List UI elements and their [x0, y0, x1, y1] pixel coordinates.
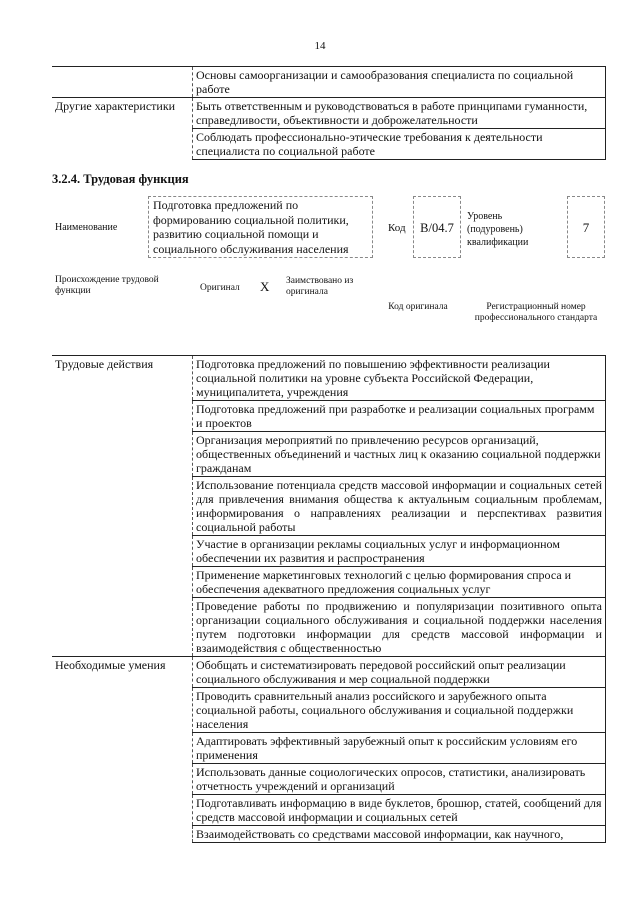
row-value: Обобщать и систематизировать передовой российский опыт реализации социального обслуживания и мер социальной поддержки: [193, 657, 606, 688]
row-value: Организация мероприятий по привлечению ресурсов организаций, общественных объединений и частных лиц к оказанию социальной поддержки гражданам: [193, 432, 606, 477]
row-value: Основы самоорганизации и самообразования специалиста по социальной работе: [193, 67, 606, 98]
reg-number-label: Регистрационный номер профессионального стандарта: [474, 302, 598, 323]
original-label: Оригинал: [200, 283, 240, 293]
table-row: [52, 657, 606, 688]
row-value: Применение маркетинговых технологий с целью формирования спроса и обеспечения адекватного предложения социальных услуг: [193, 567, 606, 598]
level-label: Уровень (подуровень) квалификации: [467, 211, 529, 248]
level-value: 7: [567, 196, 605, 258]
row-value: Использовать данные социологических опросов, статистики, анализировать отчетность учреждений и организаций: [193, 764, 606, 795]
page-number: 14: [314, 40, 326, 52]
row-value: Адаптировать эффективный зарубежный опыт к российским условиям его применения: [193, 733, 606, 764]
table-row: [52, 98, 606, 129]
row-value: Использование потенциала средств массовой информации и социальных сетей для привлечения внимания общества к актуальным социальным проблемам, информирования о направлениях реализации и перспективах развития социальной работы: [193, 477, 606, 536]
labor-function-table: [52, 355, 606, 843]
row-label: Другие характеристики: [52, 98, 193, 160]
code-original-label: Код оригинала: [388, 302, 448, 312]
row-value: Взаимодействовать со средствами массовой информации, как научного,: [193, 826, 606, 843]
row-label: Трудовые действия: [52, 356, 193, 657]
table-row: [52, 67, 606, 98]
table-row: [52, 356, 606, 401]
borrowed-label: Заимствовано из оригинала: [286, 276, 354, 297]
row-value: Проведение работы по продвижению и популяризации позитивного опыта организации социального обслуживания и социальной поддержки населения путем подготовки информации для средств массовой информации и взаимодействия с общественностью: [193, 598, 606, 657]
name-label: Наименование: [55, 222, 118, 233]
function-name: Подготовка предложений по формированию социальной политики, развитию социальной помощи и социального обслуживания населения: [148, 196, 373, 258]
top-characteristics-table: [52, 66, 606, 160]
code-label: Код: [388, 222, 406, 234]
section-title: 3.2.4. Трудовая функция: [52, 172, 189, 186]
code-value: В/04.7: [413, 196, 461, 258]
origin-label: Происхождение трудовой функции: [55, 275, 159, 296]
row-value: Соблюдать профессионально-этические требования к деятельности специалиста по социальной работе: [193, 129, 606, 160]
row-value: Быть ответственным и руководствоваться в работе принципами гуманности, справедливости, объективности и доброжелательности: [193, 98, 606, 129]
row-value: Проводить сравнительный анализ российского и зарубежного опыта социальной работы, социального обслуживания и социальной поддержки населения: [193, 688, 606, 733]
row-label: [52, 67, 193, 98]
row-value: Подготовка предложений по повышению эффективности реализации социальной политики на уровне субъекта Российской Федерации, муниципалитета, учреждения: [193, 356, 606, 401]
row-label: Необходимые умения: [52, 657, 193, 843]
row-value: Подготавливать информацию в виде буклетов, брошюр, статей, сообщений для средств массовой информации и социальных сетей: [193, 795, 606, 826]
original-mark: X: [260, 279, 270, 294]
row-value: Участие в организации рекламы социальных услуг и информационном обеспечении их развития и распространения: [193, 536, 606, 567]
row-value: Подготовка предложений при разработке и реализации социальных программ и проектов: [193, 401, 606, 432]
